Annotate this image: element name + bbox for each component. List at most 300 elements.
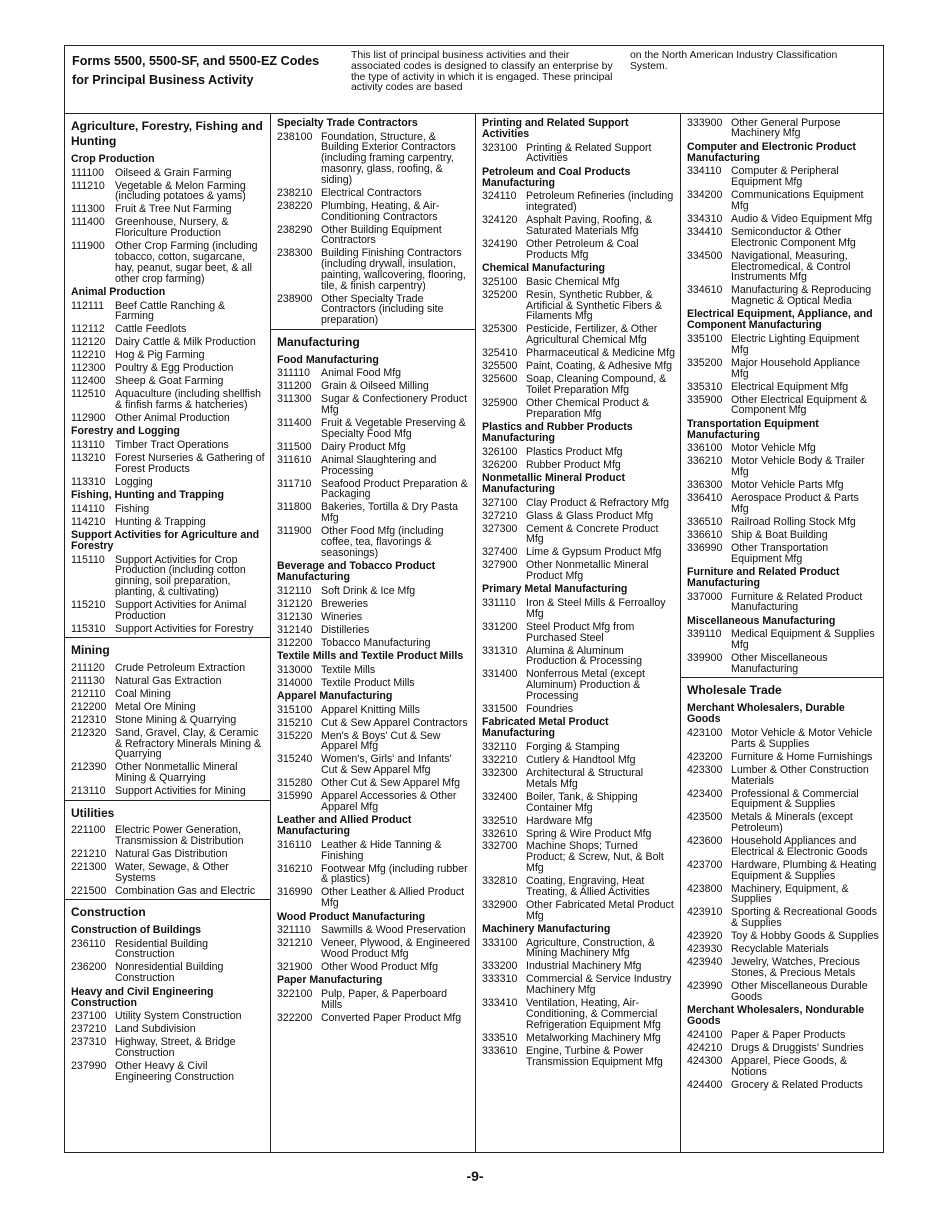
- group-heading: Beverage and Tobacco Product Manufacturing: [277, 560, 436, 584]
- activity-description: Pharmaceutical & Medicine Mfg: [526, 347, 675, 360]
- code-row: [681, 165, 883, 189]
- activity-code: 221300: [71, 860, 107, 873]
- activity-description: Forging & Stamping: [526, 740, 620, 753]
- code-row: [681, 249, 883, 284]
- group-heading: Furniture and Related Product Manufacturing: [687, 566, 840, 590]
- code-row: [65, 961, 270, 985]
- activity-description: Electric Lighting Equipment Mfg: [731, 333, 860, 356]
- activity-description: Aerospace Product & Parts Mfg: [731, 492, 859, 515]
- code-row: [476, 840, 680, 875]
- code-row: [681, 479, 883, 492]
- activity-description: Electrical Contractors: [321, 186, 422, 199]
- activity-description: Other Transportation Equipment Mfg: [731, 541, 829, 565]
- activity-description: Boiler, Tank, & Shipping Container Mfg: [526, 790, 638, 814]
- group-heading: Textile Mills and Textile Product Mills: [277, 650, 464, 663]
- code-row: [271, 729, 475, 753]
- code-row: [476, 237, 680, 261]
- activity-description: Metalworking Machinery Mfg: [526, 1031, 661, 1044]
- code-row: [681, 1041, 883, 1054]
- activity-description: Other Food Mfg (including coffee, tea, flavorings & seasonings): [321, 525, 444, 559]
- code-row: [271, 636, 475, 649]
- activity-description: Other Cut & Sew Apparel Mfg: [321, 777, 460, 790]
- code-row: [681, 835, 883, 859]
- activity-description: Combination Gas and Electric: [115, 884, 256, 897]
- code-row: [681, 515, 883, 528]
- activity-code: 237310: [71, 1036, 107, 1049]
- activity-description: Other Specialty Trade Contractors (including site preparation): [321, 292, 444, 327]
- group-heading: Fabricated Metal Product Manufacturing: [482, 716, 609, 740]
- activity-code: 321900: [277, 961, 313, 973]
- activity-description: Highway, Street, & Bridge Construction: [115, 1036, 236, 1059]
- activity-code: 423930: [687, 943, 723, 956]
- activity-code: 331400: [482, 668, 518, 681]
- code-row: [65, 761, 270, 785]
- code-row: [65, 1023, 270, 1036]
- code-row: [271, 790, 475, 814]
- section: [65, 801, 270, 901]
- code-row: [681, 858, 883, 882]
- code-row: [271, 597, 475, 610]
- activity-code: 111210: [71, 179, 105, 192]
- activity-code: 315210: [277, 716, 313, 729]
- activity-code: 315240: [277, 753, 313, 766]
- code-row: [476, 753, 680, 766]
- activity-description: Sporting & Recreational Goods & Supplies: [731, 906, 878, 930]
- activity-code: 335200: [687, 356, 723, 369]
- code-row: [476, 874, 680, 898]
- activity-description: Converted Paper Product Mfg: [321, 1011, 462, 1024]
- activity-code: 311200: [277, 380, 312, 393]
- activity-description: Textile Product Mills: [321, 676, 415, 689]
- code-row: [65, 687, 270, 700]
- code-row: [271, 960, 475, 973]
- code-row: [65, 240, 270, 285]
- activity-code: 334200: [687, 189, 723, 202]
- code-row: [65, 674, 270, 687]
- code-row: [65, 166, 270, 179]
- code-row: [476, 372, 680, 396]
- activity-code: 316990: [277, 886, 313, 899]
- activity-description: Machinery, Equipment, & Supplies: [731, 882, 849, 906]
- activity-code: 423800: [687, 882, 723, 895]
- code-row: [681, 750, 883, 763]
- code-row: [681, 1078, 883, 1091]
- code-row: [681, 380, 883, 393]
- activity-description: Other Nonmetallic Mineral Product Mfg: [526, 559, 649, 583]
- activity-description: Lime & Gypsum Product Mfg: [526, 546, 662, 559]
- activity-description: Motor Vehicle Parts Mfg: [731, 479, 844, 492]
- code-row: [681, 726, 883, 750]
- code-row: [476, 766, 680, 790]
- code-row: [681, 528, 883, 541]
- activity-description: Spring & Wire Product Mfg: [526, 827, 652, 840]
- activity-description: Nonresidential Building Construction: [115, 961, 224, 985]
- activity-description: Veneer, Plywood, & Engineered Wood Product Mfg: [321, 937, 471, 961]
- activity-description: Resin, Synthetic Rubber, & Artificial & Synthetic Fibers & Filaments Mfg: [526, 288, 662, 323]
- activity-code: 238100: [277, 130, 313, 143]
- activity-code: 311710: [277, 477, 312, 490]
- activity-code: 423920: [687, 930, 723, 943]
- activity-code: 424400: [687, 1078, 723, 1091]
- code-row: [681, 116, 883, 140]
- activity-code: 332300: [482, 766, 518, 779]
- code-row: [271, 838, 475, 862]
- code-row: [681, 979, 883, 1003]
- activity-code: 111300: [71, 203, 105, 216]
- activity-code: 423500: [687, 811, 723, 824]
- code-row: [65, 502, 270, 515]
- code-row: [271, 440, 475, 453]
- code-row: [271, 199, 475, 223]
- activity-code: 213110: [71, 785, 106, 798]
- code-row: [476, 644, 680, 668]
- group-heading: Food Manufacturing: [277, 353, 379, 366]
- activity-description: Other Crop Farming (including tobacco, cotton, sugarcane, hay, peanut, sugar beet, & all other crop farming): [115, 240, 258, 285]
- section: [271, 330, 475, 1026]
- code-row: [65, 785, 270, 798]
- code-row: [476, 346, 680, 359]
- activity-code: 424300: [687, 1054, 723, 1067]
- activity-code: 321210: [277, 937, 313, 950]
- section-title: Mining: [71, 643, 110, 658]
- code-row: [681, 225, 883, 249]
- activity-description: Other Electrical Equipment & Component Mfg: [731, 393, 868, 417]
- code-row: [476, 668, 680, 703]
- activity-description: Apparel Accessories & Other Apparel Mfg: [321, 790, 457, 813]
- code-row: [65, 824, 270, 848]
- activity-code: 313000: [277, 663, 313, 676]
- activity-code: 312110: [277, 584, 312, 597]
- activity-code: 335100: [687, 333, 723, 346]
- code-row: [476, 288, 680, 323]
- activity-code: 332700: [482, 840, 518, 853]
- activity-description: Other Leather & Allied Product Mfg: [321, 886, 465, 910]
- activity-description: Distilleries: [321, 623, 370, 636]
- activity-description: Leather & Hide Tanning & Finishing: [321, 838, 442, 862]
- activity-description: Grocery & Related Products: [731, 1078, 863, 1091]
- activity-description: Semiconductor & Other Electronic Component Mfg: [731, 225, 856, 249]
- section-title: Construction: [71, 905, 146, 920]
- code-row: [271, 477, 475, 501]
- activity-description: Seafood Product Preparation & Packaging: [321, 477, 468, 501]
- activity-description: Iron & Steel Mills & Ferroalloy Mfg: [526, 597, 666, 620]
- activity-description: Apparel, Piece Goods, & Notions: [731, 1054, 848, 1078]
- code-row: [476, 522, 680, 546]
- column-1: [65, 114, 271, 1152]
- activity-description: Other Miscellaneous Durable Goods: [731, 980, 868, 1003]
- group-heading: Specialty Trade Contractors: [277, 117, 418, 129]
- section: [65, 900, 270, 1085]
- activity-code: 212310: [71, 713, 107, 726]
- activity-code: 327100: [482, 496, 518, 509]
- code-row: [681, 628, 883, 652]
- activity-code: 336210: [687, 455, 723, 468]
- activity-description: Foundation, Structure, & Building Exterior Contractors (including framing carpentry, masonry, glass, roofing, & siding): [321, 130, 456, 186]
- activity-code: 336990: [687, 541, 723, 554]
- code-row: [476, 546, 680, 559]
- activity-code: 311400: [277, 417, 312, 430]
- code-row: [476, 396, 680, 420]
- activity-description: Other Miscellaneous Manufacturing: [731, 652, 828, 676]
- activity-description: Other Petroleum & Coal Products Mfg: [526, 237, 639, 261]
- activity-code: 325410: [482, 347, 518, 360]
- code-row: [681, 811, 883, 835]
- activity-code: 237990: [71, 1059, 107, 1072]
- activity-code: 322200: [277, 1011, 313, 1024]
- activity-code: 238900: [277, 292, 313, 305]
- activity-code: 423200: [687, 750, 723, 763]
- group-heading: Machinery Manufacturing: [482, 923, 611, 936]
- activity-description: Printing & Related Support Activities: [526, 141, 652, 165]
- code-row: [476, 323, 680, 347]
- activity-description: Natural Gas Distribution: [115, 847, 228, 860]
- activity-description: Paint, Coating, & Adhesive Mfg: [526, 360, 673, 373]
- activity-description: Electric Power Generation, Transmission & Distribution: [115, 824, 244, 847]
- activity-description: Pesticide, Fertilizer, & Other Agricultural Chemical Mfg: [526, 323, 658, 347]
- code-row: [476, 898, 680, 922]
- code-row: [476, 445, 680, 458]
- activity-description: Recyclable Materials: [731, 943, 829, 956]
- activity-description: Ventilation, Heating, Air-Conditioning, & Commercial Refrigeration Equipment Mfg: [526, 997, 661, 1031]
- activity-description: Drugs & Druggists' Sundries: [731, 1041, 864, 1054]
- code-row: [65, 375, 270, 388]
- section: [681, 114, 883, 678]
- code-row: [476, 1044, 680, 1068]
- activity-description: Timber Tract Operations: [115, 438, 229, 451]
- activity-description: Architectural & Structural Metals Mfg: [526, 766, 644, 790]
- code-row: [271, 393, 475, 417]
- section: [271, 114, 475, 330]
- code-row: [476, 458, 680, 471]
- code-row: [65, 726, 270, 761]
- activity-description: Railroad Rolling Stock Mfg: [731, 515, 856, 528]
- activity-description: Furniture & Related Product Manufacturing: [731, 590, 863, 614]
- activity-code: 333200: [482, 960, 518, 973]
- code-row: [681, 356, 883, 380]
- activity-description: Water, Sewage, & Other Systems: [115, 860, 229, 884]
- activity-description: Sawmills & Wood Preservation: [321, 924, 466, 937]
- activity-code: 221500: [71, 884, 107, 897]
- activity-code: 238300: [277, 247, 313, 260]
- group-heading: Heavy and Civil Engineering Construction: [71, 985, 214, 1009]
- code-row: [681, 930, 883, 943]
- activity-code: 212390: [71, 761, 107, 774]
- activity-code: 325900: [482, 396, 518, 409]
- code-row: [271, 186, 475, 199]
- activity-code: 333610: [482, 1044, 518, 1057]
- activity-description: Bakeries, Tortilla & Dry Pasta Mfg: [321, 501, 458, 525]
- activity-code: 331310: [482, 644, 518, 657]
- activity-description: Cattle Feedlots: [115, 323, 187, 336]
- activity-code: 334610: [687, 284, 723, 297]
- code-row: [65, 299, 270, 323]
- activity-description: Other Building Equipment Contractors: [321, 223, 442, 247]
- activity-code: 325100: [482, 275, 518, 288]
- activity-description: Medical Equipment & Supplies Mfg: [731, 628, 875, 652]
- activity-description: Grain & Oilseed Milling: [321, 380, 429, 393]
- activity-code: 211130: [71, 674, 105, 687]
- code-row: [681, 1054, 883, 1078]
- activity-description: Metals & Minerals (except Petroleum): [731, 811, 853, 835]
- code-row: [476, 509, 680, 522]
- code-row: [271, 676, 475, 689]
- code-row: [476, 620, 680, 644]
- code-row: [271, 1011, 475, 1024]
- code-row: [271, 937, 475, 961]
- activity-description: Commercial & Service Industry Machinery Mfg: [526, 973, 672, 997]
- activity-code: 238210: [277, 186, 313, 199]
- activity-description: Building Finishing Contractors (including drywall, insulation, painting, wallcovering, flooring, tile, & finish carpentry): [321, 247, 466, 292]
- activity-description: Textile Mills: [321, 663, 376, 676]
- code-row: [476, 141, 680, 165]
- code-row: [271, 753, 475, 777]
- activity-description: Household Appliances and Electrical & Electronic Goods: [731, 835, 868, 858]
- activity-description: Beef Cattle Ranching & Farming: [115, 299, 226, 323]
- activity-code: 424100: [687, 1028, 723, 1041]
- activity-description: Fishing: [115, 502, 150, 515]
- activity-description: Sugar & Confectionery Product Mfg: [321, 393, 468, 417]
- activity-code: 113110: [71, 438, 105, 451]
- group-heading: Electrical Equipment, Appliance, and Component Manufacturing: [687, 308, 873, 332]
- code-row: [271, 453, 475, 477]
- activity-code: 115310: [71, 622, 106, 635]
- activity-code: 238290: [277, 223, 313, 236]
- activity-description: Jewelry, Watches, Precious Stones, & Precious Metals: [731, 956, 860, 980]
- activity-code: 326100: [482, 445, 518, 458]
- page-number: -9-: [466, 1168, 484, 1184]
- group-heading: Fishing, Hunting and Trapping: [71, 489, 225, 502]
- code-row: [681, 652, 883, 676]
- intro-text-right: on the North American Industry Classification System.: [630, 50, 838, 72]
- code-row: [65, 451, 270, 475]
- code-row: [476, 275, 680, 288]
- code-row: [271, 292, 475, 327]
- group-heading: Forestry and Logging: [71, 425, 180, 438]
- activity-code: 327400: [482, 546, 518, 559]
- activity-code: 238220: [277, 199, 313, 212]
- activity-code: 111900: [71, 240, 105, 253]
- activity-description: Motor Vehicle Mfg: [731, 442, 816, 455]
- activity-code: 115110: [71, 553, 105, 566]
- activity-code: 322100: [277, 987, 313, 1000]
- activity-code: 113310: [71, 475, 106, 488]
- activity-description: Fruit & Vegetable Preserving & Specialty Food Mfg: [321, 417, 466, 440]
- activity-description: Communications Equipment Mfg: [731, 189, 864, 212]
- activity-description: Manufacturing & Reproducing Magnetic & Optical Media: [731, 284, 872, 308]
- code-row: [271, 584, 475, 597]
- code-row: [65, 1036, 270, 1060]
- activity-code: 321110: [277, 924, 311, 937]
- group-heading: Paper Manufacturing: [277, 974, 383, 987]
- code-row: [476, 702, 680, 715]
- activity-description: Hog & Pig Farming: [115, 349, 205, 362]
- activity-code: 112510: [71, 388, 106, 401]
- code-row: [681, 943, 883, 956]
- group-heading: Wood Product Manufacturing: [277, 910, 426, 923]
- code-row: [65, 661, 270, 674]
- activity-description: Rubber Product Mfg: [526, 458, 621, 471]
- code-row: [65, 1059, 270, 1083]
- activity-code: 111100: [71, 166, 104, 179]
- activity-code: 212320: [71, 726, 107, 739]
- activity-description: Foundries: [526, 703, 574, 715]
- code-row: [681, 590, 883, 614]
- code-row: [271, 380, 475, 393]
- code-row: [681, 906, 883, 930]
- activity-code: 315100: [277, 703, 313, 716]
- code-row: [65, 860, 270, 884]
- activity-description: Hardware, Plumbing & Heating Equipment & Supplies: [731, 858, 877, 882]
- activity-code: 423990: [687, 980, 723, 992]
- activity-code: 237100: [71, 1010, 107, 1023]
- activity-description: Support Activities for Forestry: [115, 622, 254, 635]
- code-row: [271, 716, 475, 729]
- activity-code: 113210: [71, 451, 106, 464]
- activity-code: 327210: [482, 509, 518, 522]
- code-row: [271, 247, 475, 292]
- code-row: [271, 367, 475, 380]
- table-header: [65, 46, 883, 114]
- code-row: [476, 214, 680, 238]
- activity-code: 115210: [71, 599, 106, 612]
- activity-code: 312120: [277, 597, 313, 610]
- activity-code: 324110: [482, 190, 517, 203]
- activity-code: 316110: [277, 838, 312, 851]
- activity-code: 325500: [482, 360, 518, 373]
- activity-code: 331500: [482, 703, 518, 715]
- activity-description: Crude Petroleum Extraction: [115, 661, 246, 674]
- activity-description: Professional & Commercial Equipment & Supplies: [731, 787, 859, 811]
- code-row: [681, 455, 883, 479]
- code-row: [476, 790, 680, 814]
- activity-description: Engine, Turbine & Power Transmission Equipment Mfg: [526, 1044, 663, 1068]
- activity-code: 332110: [482, 740, 517, 753]
- code-row: [271, 987, 475, 1011]
- activity-code: 316210: [277, 862, 313, 875]
- activity-description: Petroleum Refineries (including integrated): [526, 190, 674, 214]
- code-row: [476, 190, 680, 214]
- activity-description: Furniture & Home Furnishings: [731, 750, 873, 763]
- activity-code: 315220: [277, 729, 313, 742]
- activity-description: Women's, Girls' and Infants' Cut & Sew Apparel Mfg: [321, 753, 452, 777]
- activity-code: 423910: [687, 906, 723, 919]
- code-row: [476, 1031, 680, 1044]
- code-row: [65, 362, 270, 375]
- activity-description: Vegetable & Melon Farming (including potatoes & yams): [115, 179, 246, 203]
- activity-description: Nonferrous Metal (except Aluminum) Production & Processing: [526, 668, 645, 703]
- activity-description: Other Wood Product Mfg: [321, 961, 438, 973]
- code-row: [65, 323, 270, 336]
- activity-description: Asphalt Paving, Roofing, & Saturated Materials Mfg: [526, 214, 653, 237]
- activity-code: 311610: [277, 453, 312, 466]
- activity-code: 335900: [687, 393, 723, 406]
- activity-description: Stone Mining & Quarrying: [115, 713, 237, 726]
- activity-description: Hardware Mfg: [526, 814, 593, 827]
- code-row: [681, 882, 883, 906]
- activity-description: Wineries: [321, 610, 363, 623]
- activity-description: Poultry & Egg Production: [115, 362, 234, 375]
- activity-code: 331110: [482, 597, 516, 610]
- code-row: [681, 284, 883, 308]
- code-row: [65, 847, 270, 860]
- activity-description: Support Activities for Mining: [115, 785, 246, 798]
- activity-description: Other Chemical Product & Preparation Mfg: [526, 396, 650, 420]
- activity-code: 423940: [687, 956, 723, 969]
- activity-code: 423300: [687, 763, 723, 776]
- code-row: [681, 956, 883, 980]
- code-row: [271, 862, 475, 886]
- activity-code: 112120: [71, 336, 106, 349]
